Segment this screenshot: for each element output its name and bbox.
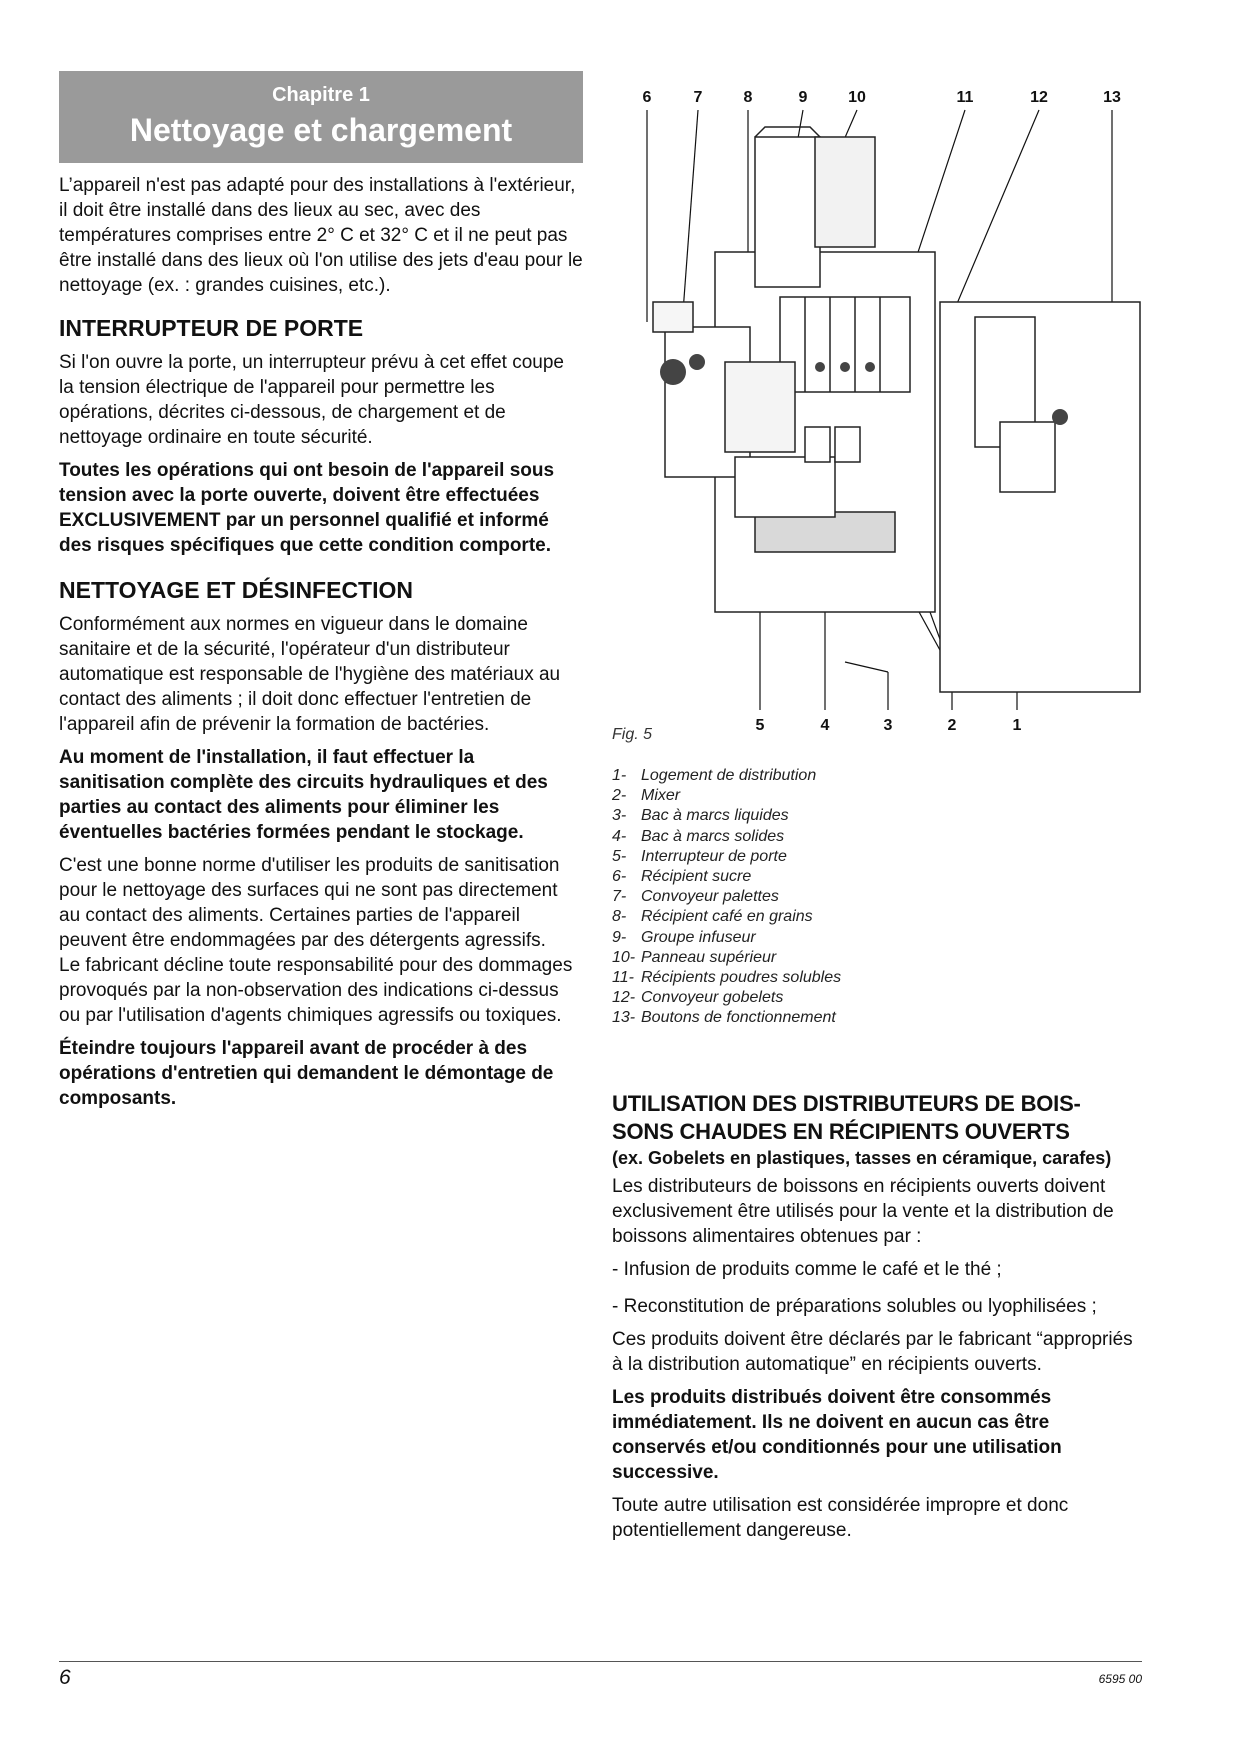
chapter-number: Chapitre 1: [272, 84, 370, 106]
right-column: [612, 1090, 1142, 1551]
mixer: [805, 427, 830, 462]
figure-caption: Fig. 5: [612, 726, 653, 743]
legend-item: 11- Récipients poudres solubles: [612, 969, 842, 987]
callout-label: 11: [956, 89, 974, 106]
callout-label: 4: [820, 717, 830, 734]
legend-item: 7- Convoyeur palettes: [612, 888, 779, 906]
legend-item: 13- Boutons de fonctionnement: [612, 1009, 836, 1027]
paragraph: Toute autre utilisation est considérée impropre et donc potentiellement dangereuse.: [612, 1495, 1069, 1541]
legend-item: 2- Mixer: [612, 787, 681, 805]
footer-divider: [59, 1661, 1142, 1662]
document-code: 6595 00: [1098, 1672, 1142, 1686]
callout-label: 1: [1012, 717, 1022, 734]
section-heading-line: SONS CHAUDES EN RÉCIPIENTS OUVERTS: [612, 1119, 1070, 1144]
section-heading-cleaning: NETTOYAGE ET DÉSINFECTION: [59, 577, 413, 603]
callout-label: 8: [743, 89, 753, 106]
figure-legend: [612, 766, 1132, 1029]
callout-label: 3: [883, 717, 893, 734]
top-panel: [815, 137, 875, 247]
callout-label: 5: [755, 717, 765, 734]
legend-item: 3- Bac à marcs liquides: [612, 807, 789, 825]
legend-item: 4- Bac à marcs solides: [612, 827, 785, 845]
door-panel: [940, 302, 1140, 692]
legend-item: 9- Groupe infuseur: [612, 928, 756, 946]
warning-paragraph: Les produits distribués doivent être consommés immédiatement. Ils ne doivent en aucun cas être conservés et/ou conditionnés pour une utilisation successive.: [612, 1387, 1062, 1483]
intro-paragraph: L’appareil n'est pas adapté pour des installations à l'extérieur, il doit être installé dans des lieux au sec, avec des températures comprises entre 2° C et 32° C et il ne peut pas être installé dans des lieux où l'on utilise des jets d'eau pour le nettoyage (ex. : grandes cuisines, etc.).: [59, 175, 583, 296]
brewer-group: [725, 362, 795, 452]
coffee-bean-hopper: [755, 137, 820, 287]
paragraph: Si l'on ouvre la porte, un interrupteur prévu à cet effet coupe la tension électrique de l'appareil pour permettre les opérations, décrites ci-dessous, de chargement et de nettoyage ordinaire en toute sécurité.: [59, 352, 564, 448]
left-column: [59, 71, 583, 1119]
chapter-header: [59, 71, 583, 163]
legend-item: 1- Logement de distribution: [612, 767, 817, 784]
legend-item: 5- Interrupteur de porte: [612, 847, 787, 865]
callout-label: 9: [798, 89, 808, 106]
paragraph: C'est une bonne norme d'utiliser les produits de sanitisation pour le nettoyage des surfaces qui ne sont pas directement au contact des aliments. Certaines parties de l'appareil peuvent être endommagées par des détergents agressifs.: [59, 855, 560, 951]
list-item: - Reconstitution de préparations solubles ou lyophilisées ;: [612, 1296, 1097, 1317]
paragraph: Ces produits doivent être déclarés par le fabricant “appropriés à la distribution automatique” en récipients ouverts.: [612, 1329, 1133, 1375]
drip-tray: [755, 512, 895, 552]
callout-label: 12: [1030, 89, 1048, 106]
list-item: - Infusion de produits comme le café et le thé ;: [612, 1259, 1002, 1280]
callout-label: 13: [1103, 89, 1121, 106]
section-heading-door-switch: INTERRUPTEUR DE PORTE: [59, 315, 364, 341]
legend-item: 6- Récipient sucre: [612, 868, 752, 886]
page-number: 6: [59, 1666, 71, 1689]
warning-paragraph: Éteindre toujours l'appareil avant de procéder à des opérations d'entretien qui demandent le démontage de composants.: [59, 1038, 554, 1109]
warning-paragraph: Au moment de l'installation, il faut effectuer la sanitisation complète des circuits hydrauliques et des parties au contact des aliments pour éliminer les éventuelles bactéries formées pendant le stockage.: [59, 747, 548, 843]
callout-label: 2: [947, 717, 957, 734]
mixer: [835, 427, 860, 462]
callout-label: 6: [642, 89, 652, 106]
section-subheading: (ex. Gobelets en plastiques, tasses en céramique, carafes): [612, 1148, 1112, 1168]
legend-item: 10- Panneau supérieur: [612, 948, 777, 966]
machine-diagram: [605, 82, 1145, 734]
paragraph: Les distributeurs de boissons en récipients ouverts doivent exclusivement être utilisés pour la vente et la distribution de boissons alimentaires obtenues par :: [612, 1176, 1114, 1247]
chapter-title: Nettoyage et chargement: [129, 112, 513, 148]
legend-item: 12- Convoyeur gobelets: [612, 989, 784, 1007]
callout-label: 10: [848, 89, 866, 106]
section-heading-line: UTILISATION DES DISTRIBUTEURS DE BOIS-: [612, 1091, 1081, 1116]
paragraph: Conformément aux normes en vigueur dans le domaine sanitaire et de la sécurité, l'opérateur d'un distributeur automatique est responsable de l'hygiène des matériaux au contact des aliments ; il doit donc effectuer l'entretien de l'appareil afin de prévenir la formation de bactéries.: [59, 614, 561, 735]
powder-containers: [780, 297, 910, 392]
paragraph: Le fabricant décline toute responsabilité pour des dommages provoqués par la non-observation des indications ci-dessus ou par l'utilisation d'agents chimiques agressifs ou toxiques.: [59, 955, 573, 1026]
callout-label: 7: [693, 89, 703, 106]
warning-paragraph: Toutes les opérations qui ont besoin de l'appareil sous tension avec la porte ouverte, doivent être effectuées EXCLUSIVEMENT par un personnel qualifié et informé des risques spécifiques que cette condition comporte.: [59, 460, 555, 556]
legend-item: 8- Récipient café en grains: [612, 908, 813, 926]
